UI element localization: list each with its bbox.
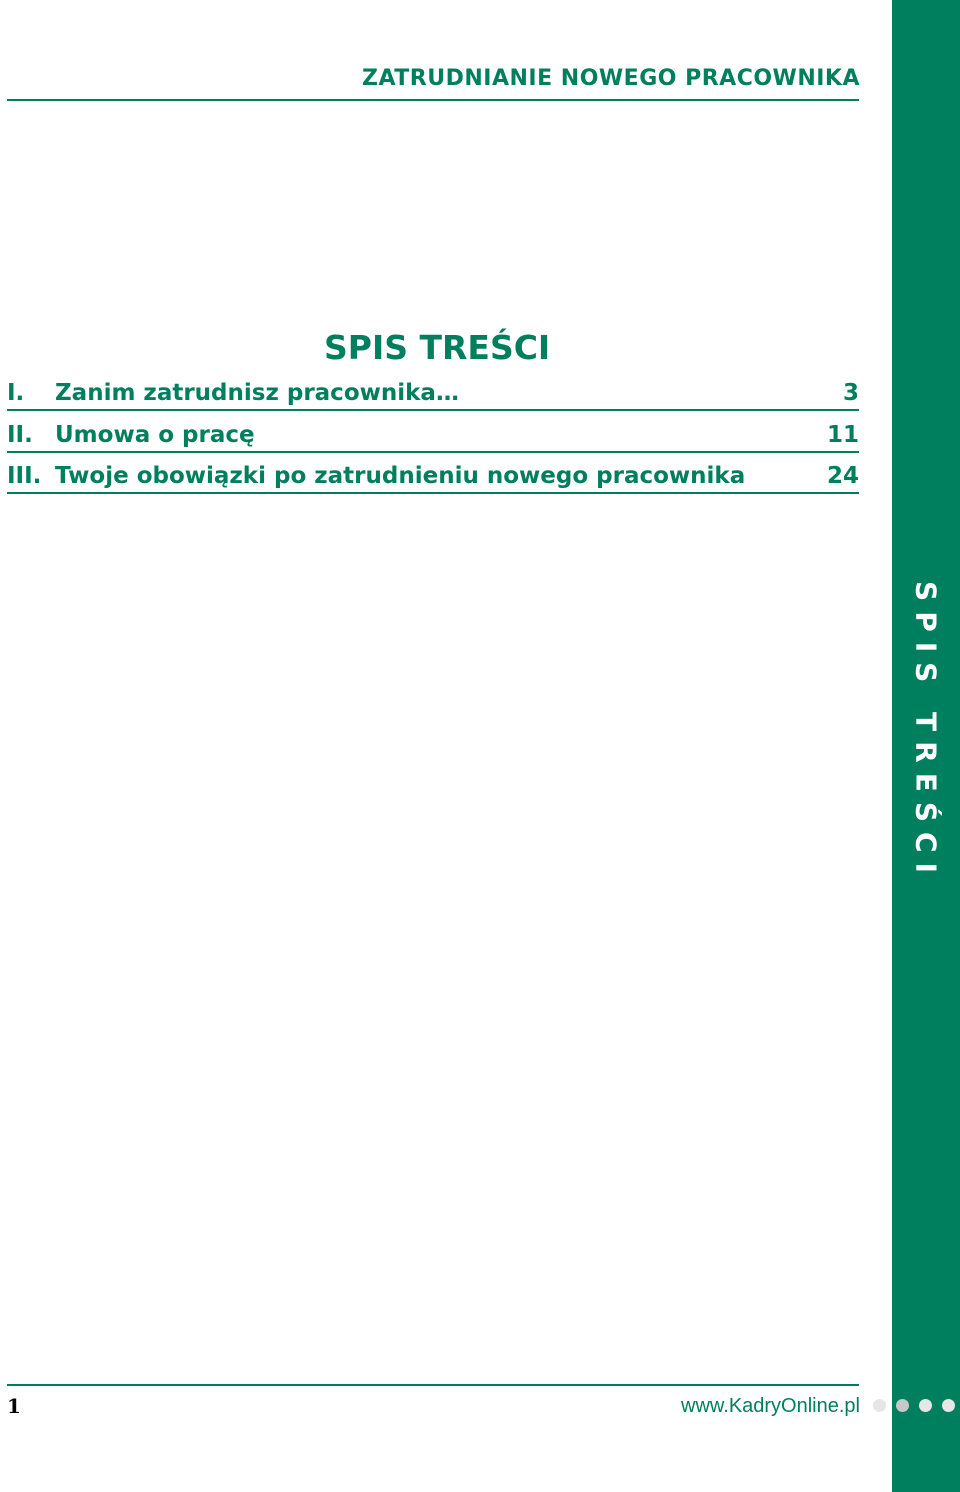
page-number: 1: [7, 1394, 21, 1418]
toc-entry-number: III.: [7, 463, 42, 489]
toc-entry-label: Umowa o pracę: [55, 422, 255, 448]
footer-url-link[interactable]: www.KadryOnline.pl: [681, 1395, 860, 1417]
dot-icon: [942, 1399, 955, 1412]
toc-entry-page: 24: [826, 463, 859, 489]
dot-icon: [896, 1399, 909, 1412]
dot-icon: [873, 1399, 886, 1412]
toc-entry-label: Zanim zatrudnisz pracownika…: [55, 380, 459, 406]
header-divider: [7, 99, 859, 101]
toc-entry-label: Twoje obowiązki po zatrudnieniu nowego pracownika: [55, 463, 746, 489]
dot-icon: [919, 1399, 932, 1412]
toc-entry-number: I.: [7, 380, 25, 406]
toc-entry-3[interactable]: [7, 462, 859, 494]
toc-entry-page: 11: [826, 422, 859, 448]
toc-entry-page: 3: [842, 380, 859, 406]
toc-entry-number: II.: [7, 422, 33, 448]
toc-entry-1[interactable]: [7, 379, 859, 411]
toc-title: SPIS TREŚCI: [324, 328, 551, 367]
decorative-dots: [873, 1399, 955, 1412]
footer-divider: [7, 1384, 859, 1386]
running-header-title: ZATRUDNIANIE NOWEGO PRACOWNIKA: [362, 66, 860, 91]
sidebar-section-label: SPIS TREŚCI: [909, 581, 943, 883]
toc-entry-2[interactable]: [7, 421, 859, 453]
